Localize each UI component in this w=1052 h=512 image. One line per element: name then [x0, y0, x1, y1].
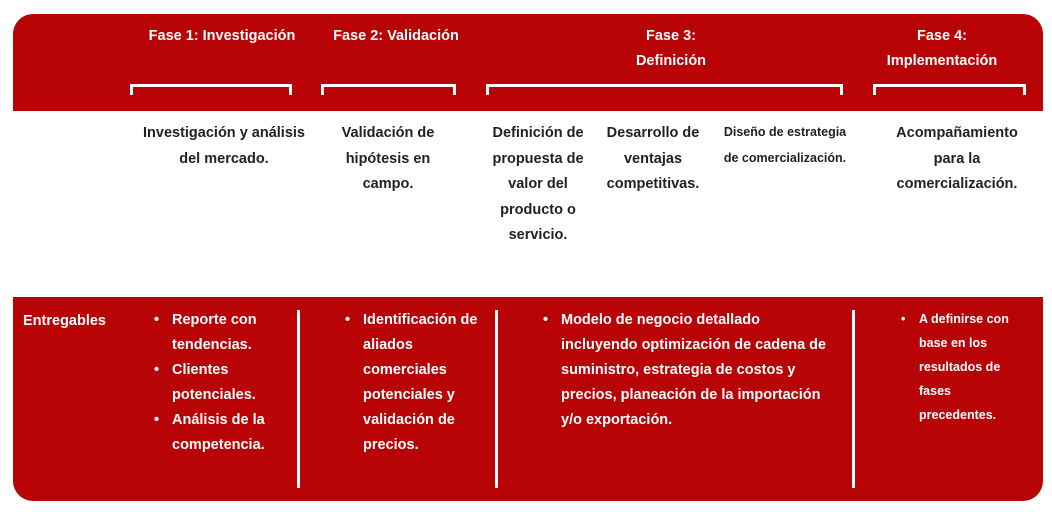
phase-4-deliverables: [901, 307, 1011, 427]
phase-4-title-line1: Fase 4:: [917, 28, 967, 44]
phase-2-title: Fase 2: Validación: [333, 28, 459, 44]
activity-market-research: Investigación y análisis del mercado.: [143, 125, 305, 167]
phase-3-bracket: [486, 84, 843, 95]
activity-commercialization-support: Acompañamiento para la comercialización.: [896, 125, 1018, 192]
phase-1-bracket: [130, 84, 292, 95]
phase-1-title: Fase 1: Investigación: [148, 28, 296, 44]
phase-3-title: [600, 24, 742, 74]
phase-3-title-line1: Fase 3:: [646, 28, 696, 44]
list-item: • A definirse con base en los resultados de fases precedentes.: [901, 307, 1011, 427]
column-divider-2: [495, 310, 498, 488]
activity-competitive-advantages: Desarrollo de ventajas competitivas.: [606, 125, 700, 192]
phase-3-title-line2: Definición: [635, 53, 707, 69]
list-item: • Identificación de aliados comerciales potenciales y validación de precios.: [345, 308, 481, 458]
list-item: • Reporte con tendencias.: [154, 308, 282, 358]
phase-2-bracket: [321, 84, 456, 95]
list-item: • Análisis de la competencia.: [154, 408, 282, 458]
column-divider-1: [297, 310, 300, 488]
activity-commercial-strategy: Diseño de estrategia de comercialización.: [723, 125, 847, 165]
activity-value-proposition: Definición de propuesta de valor del producto o servicio.: [492, 125, 584, 243]
phase-2-deliverables: [345, 308, 481, 458]
phase-1-deliverables: [154, 308, 282, 458]
phase-4-bracket: [873, 84, 1026, 95]
deliverables-label: Entregables: [23, 313, 106, 329]
activity-hypothesis-validation: Validación de hipótesis en campo.: [341, 125, 435, 192]
phase-4-title: [870, 24, 1014, 74]
list-item: • Clientes potenciales.: [154, 358, 282, 408]
list-item: • Modelo de negocio detallado incluyendo optimización de cadena de suministro, estrategia de costos y precios, planeación de la importación y/o exportación.: [543, 308, 831, 433]
phase-3-deliverables: [543, 308, 831, 433]
phase-4-title-line2: Implementación: [886, 53, 998, 69]
column-divider-3: [852, 310, 855, 488]
